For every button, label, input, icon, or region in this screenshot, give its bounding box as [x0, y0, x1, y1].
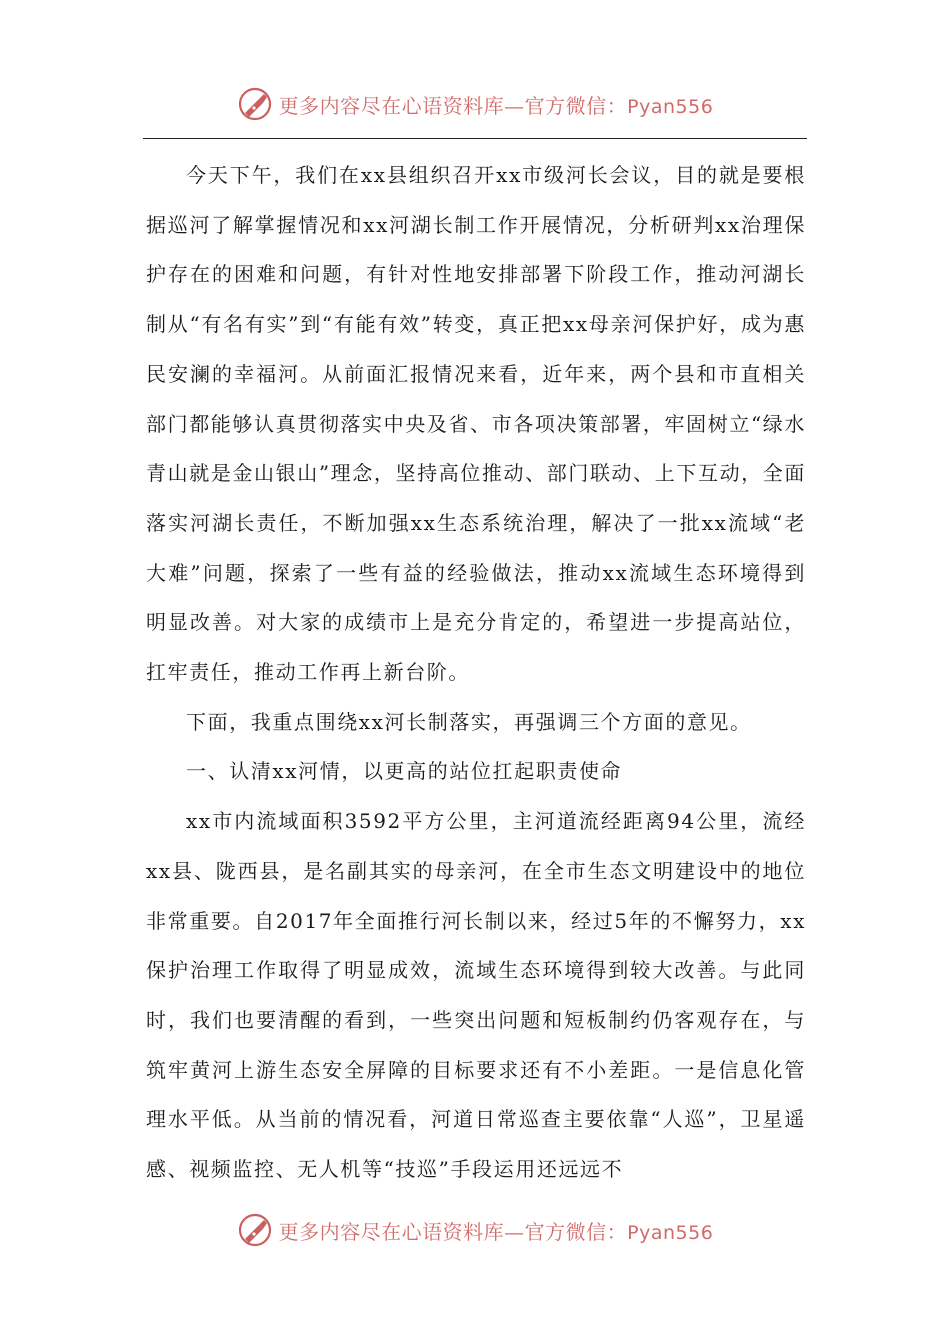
header-divider: [143, 138, 807, 139]
footer-banner: [0, 1210, 950, 1250]
paragraph-section-1: xx市内流域面积3592平方公里，主河道流经距离94公里，流经xx县、陇西县，是名副其实的母亲河，在全市生态文明建设中的地位非常重要。自2017年全面推行河长制以来，经过5年的不懈努力，xx保护治理工作取得了明显成效，流域生态环境得到较大改善。与此同时，我们也要清醒的看到，一些突出问题和短板制约仍客观存在，与筑牢黄河上游生态安全屏障的目标要求还有不小差距。一是信息化管理水平低。从当前的情况看，河道日常巡查主要依靠“人巡”，卫星遥感、视频监控、无人机等“技巡”手段运用还远远不: [146, 809, 806, 1182]
section-heading-1: 一、认清xx河情，以更高的站位扛起职责使命: [186, 759, 623, 784]
pen-nib-logo-icon: [237, 1212, 273, 1248]
paragraph-transition: 下面，我重点围绕xx河长制落实，再强调三个方面的意见。: [186, 709, 752, 734]
document-body: [146, 151, 806, 1195]
header-banner: [0, 84, 950, 124]
header-wechat-handle: Pyan556: [627, 95, 714, 118]
paragraph-intro: 今天下午，我们在xx县组织召开xx市级河长会议，目的就是要根据巡河了解掌握情况和xx河湖长制工作开展情况，分析研判xx治理保护存在的困难和问题，有针对性地安排部署下阶段工作，推动河湖长制从“有名有实”到“有能有效”转变，真正把xx母亲河保护好，成为惠民安澜的幸福河。从前面汇报情况来看，近年来，两个县和市直相关部门都能够认真贯彻落实中央及省、市各项决策部署，牢固树立“绿水青山就是金山银山”理念，坚持高位推动、部门联动、上下互动，全面落实河湖长责任，不断加强xx生态系统治理，解决了一批xx流域“老大难”问题，探索了一些有益的经验做法，推动xx流域生态环境得到明显改善。对大家的成绩市上是充分肯定的，希望进一步提高站位，扛牢责任，推动工作再上新台阶。: [146, 163, 806, 685]
header-banner-text: 更多内容尽在心语资料库—官方微信：Pyan556: [278, 93, 714, 118]
pen-nib-logo-icon: [237, 86, 273, 122]
footer-banner-text: 更多内容尽在心语资料库—官方微信：Pyan556: [278, 1219, 714, 1244]
footer-wechat-handle: Pyan556: [627, 1221, 714, 1244]
